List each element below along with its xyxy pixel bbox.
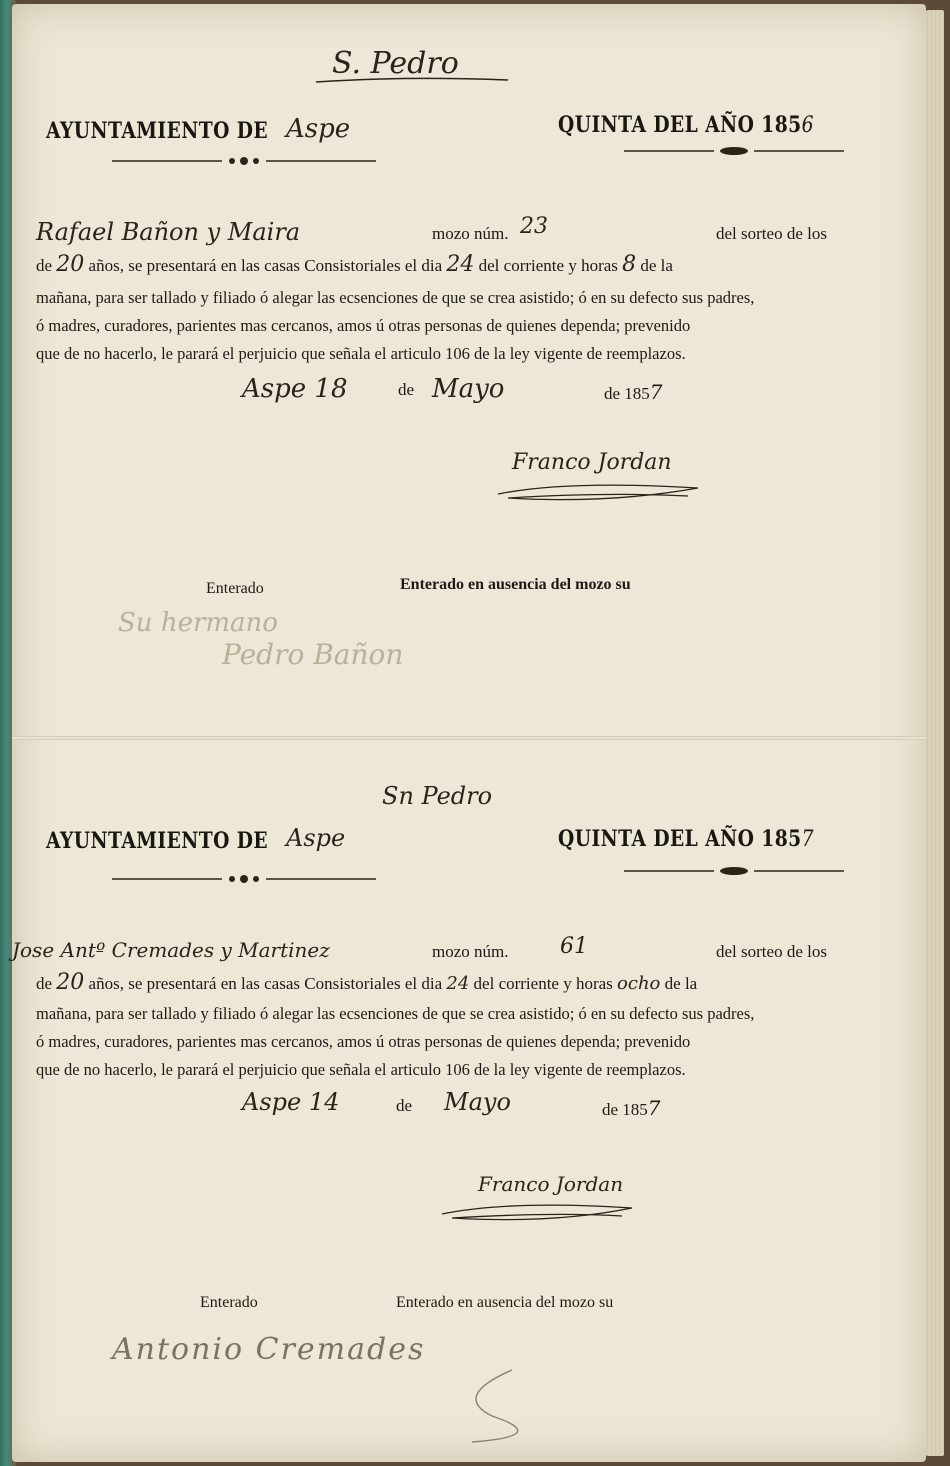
line1-tail: del sorteo de los <box>716 942 827 961</box>
body-line-1 <box>36 214 876 246</box>
ayuntamiento-value: Aspe <box>286 824 346 852</box>
mozo-number: 61 <box>560 934 588 959</box>
conscript-name: Jose Antº Cremades y Martinez <box>12 938 330 962</box>
hours: ocho <box>617 973 661 994</box>
line2-tail: de la <box>664 974 698 993</box>
ornament-right <box>624 864 844 876</box>
faint-signature-flourish <box>432 1366 592 1446</box>
body-line-3: mañana, para ser tallado y filiado ó alegar las ecsenciones de que se crea asistido; ó en su defecto sus padres, <box>36 288 755 307</box>
ayuntamiento-label: AYUNTAMIENTO DE <box>46 828 269 854</box>
line2-mid: años, se presentará en las casas Consistoriales el dia <box>88 974 443 993</box>
enterado-ausencia-label: Enterado en ausencia del mozo su <box>400 576 631 593</box>
body-line-1 <box>12 934 852 962</box>
enterado-label: Enterado <box>200 1294 258 1311</box>
date-de-1: de <box>396 1096 413 1115</box>
record-bottom <box>12 742 912 1462</box>
text-de: de <box>36 974 53 993</box>
record-top <box>12 4 912 732</box>
signature: Franco Jordan <box>512 450 672 475</box>
line2-mid: años, se presentará en las casas Consistoriales el dia <box>88 256 443 275</box>
page-fold <box>12 736 926 740</box>
date-place: Aspe 18 <box>242 374 348 404</box>
mozo-number: 23 <box>520 214 548 239</box>
ornament-right <box>624 144 844 156</box>
body-line-5: que de no hacerlo, le parará el perjuicio que señala el articulo 106 de la ley vigente de reemplazos. <box>36 1060 686 1079</box>
body-line-4: ó madres, curadores, parientes mas cercanos, amos ú otras personas de quienes dependa; prevenido <box>36 1032 691 1051</box>
body-line-3: mañana, para ser tallado y filiado ó alegar las ecsenciones de que se crea asistido; ó en su defecto sus padres, <box>36 1004 755 1023</box>
mozo-label: mozo núm. <box>432 224 509 243</box>
body-line-4: ó madres, curadores, parientes mas cercanos, amos ú otras personas de quienes dependa; prevenido <box>36 316 691 335</box>
conscript-name: Rafael Bañon y Maira <box>36 218 301 246</box>
date-year: de 1857 <box>602 1096 661 1120</box>
day: 24 <box>446 252 475 277</box>
faint-note: Su hermano <box>118 608 278 638</box>
enterado-ausencia-label: Enterado en ausencia del mozo su <box>396 1294 614 1311</box>
hours-label: del corriente y horas <box>478 256 618 275</box>
date-month: Mayo <box>444 1088 511 1116</box>
date-year-digit: 7 <box>647 1096 661 1120</box>
quinta-year-digit: 7 <box>801 827 814 852</box>
date-place: Aspe 14 <box>242 1088 340 1116</box>
date-year: de 1857 <box>604 380 663 404</box>
date-month: Mayo <box>432 374 505 404</box>
date-year-digit: 7 <box>649 380 663 404</box>
signature-flourish <box>432 1194 652 1228</box>
mozo-label: mozo núm. <box>432 942 509 961</box>
hours: 8 <box>622 252 637 277</box>
signature: Franco Jordan <box>478 1172 624 1196</box>
ornament-left <box>112 872 376 884</box>
hours-label: del corriente y horas <box>473 974 613 993</box>
parish-note: S. Pedro <box>332 46 459 81</box>
page-edge <box>926 10 944 1456</box>
line1-tail: del sorteo de los <box>716 224 827 243</box>
ayuntamiento-value: Aspe <box>286 114 351 144</box>
ayuntamiento-label: AYUNTAMIENTO DE <box>46 118 269 144</box>
date-de-1: de <box>398 380 415 399</box>
quinta-year-digit: 6 <box>801 113 814 138</box>
body-line-5: que de no hacerlo, le parará el perjuicio que señala el articulo 106 de la ley vigente de reemplazos. <box>36 344 686 363</box>
ornament-left <box>112 154 376 166</box>
body-line-2 <box>36 970 876 995</box>
faint-signature: Pedro Bañon <box>222 638 404 671</box>
parish-underline <box>312 74 512 88</box>
signature-flourish <box>488 474 718 508</box>
quinta-label: QUINTA DEL AÑO 1857 <box>558 826 814 852</box>
body-line-2 <box>36 252 876 277</box>
parish-note: Sn Pedro <box>382 782 493 810</box>
enterado-label: Enterado <box>206 580 264 597</box>
faint-signature: Antonio Cremades <box>112 1332 426 1367</box>
day: 24 <box>446 973 470 994</box>
age: 20 <box>56 970 85 995</box>
age: 20 <box>56 252 85 277</box>
line2-tail: de la <box>640 256 673 275</box>
text-de: de <box>36 256 53 275</box>
quinta-label: QUINTA DEL AÑO 1856 <box>558 112 814 138</box>
